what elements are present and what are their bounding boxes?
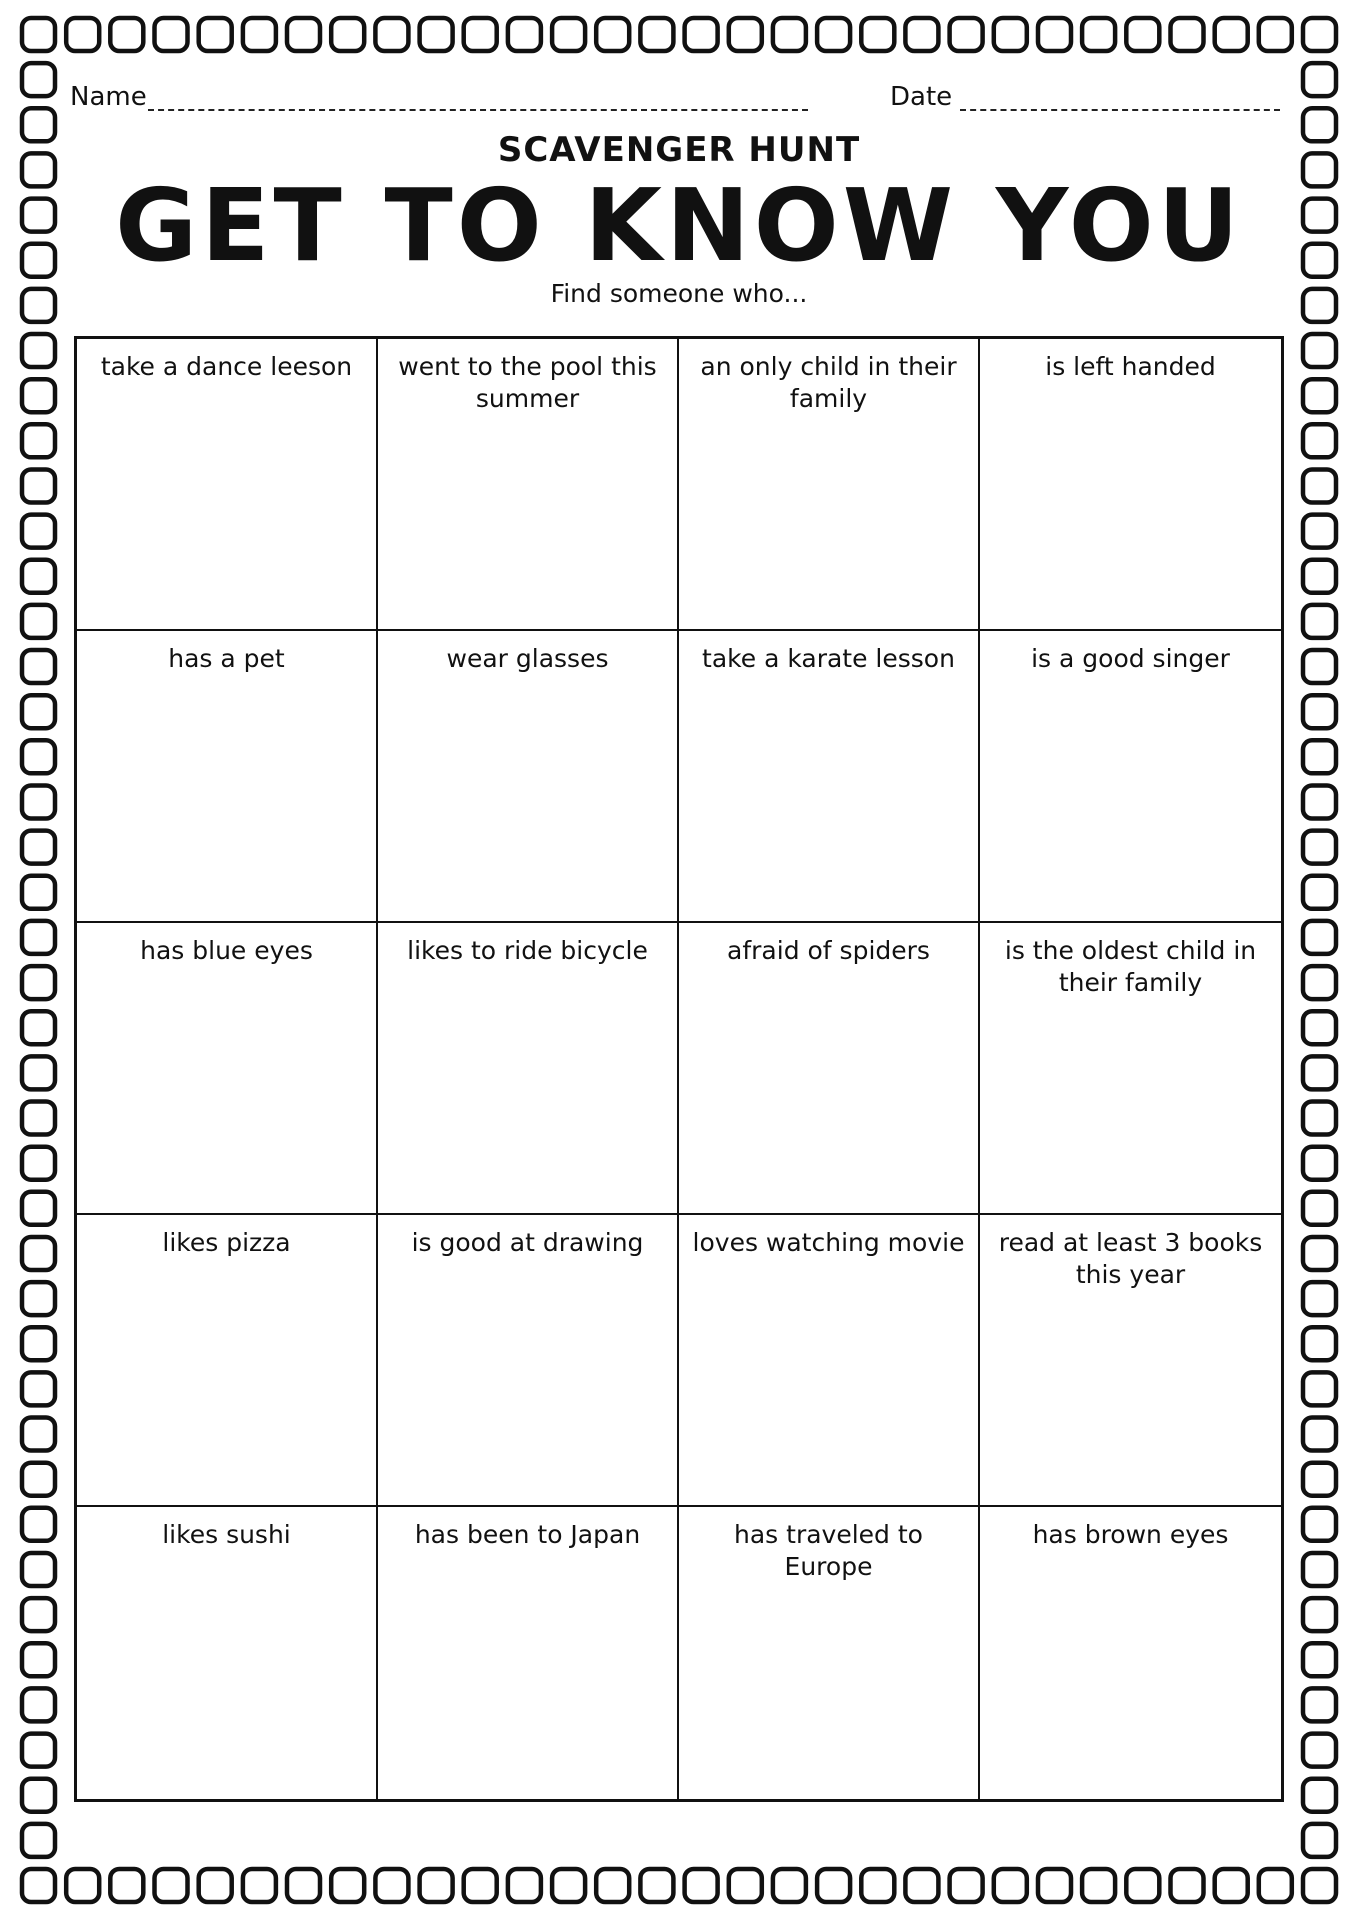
grid-cell[interactable]: loves watching movie	[679, 1215, 980, 1507]
border-square-icon	[22, 63, 55, 96]
border-square-icon	[773, 18, 806, 51]
border-square-icon	[1303, 1508, 1336, 1541]
border-square-icon	[22, 1824, 55, 1857]
border-square-icon	[596, 18, 629, 51]
border-square-icon	[685, 1869, 718, 1902]
grid-cell[interactable]: likes to ride bicycle	[378, 923, 679, 1215]
border-square-icon	[596, 1869, 629, 1902]
border-square-icon	[1303, 831, 1336, 864]
date-label: Date	[890, 82, 953, 112]
border-square-icon	[22, 1508, 55, 1541]
title-kicker: SCAVENGER HUNT	[497, 130, 861, 170]
grid-cell[interactable]: has blue eyes	[77, 923, 378, 1215]
border-square-icon	[1082, 1869, 1115, 1902]
grid-cell[interactable]: is left handed	[980, 339, 1281, 631]
border-square-icon	[22, 1688, 55, 1721]
border-square-icon	[1303, 1553, 1336, 1586]
border-square-icon	[905, 18, 938, 51]
border-square-icon	[22, 1102, 55, 1135]
scavenger-grid	[74, 336, 1284, 1802]
border-square-icon	[1303, 470, 1336, 503]
border-square-icon	[1303, 650, 1336, 683]
border-square-icon	[22, 1372, 55, 1405]
border-square-icon	[22, 831, 55, 864]
border-square-icon	[1303, 1056, 1336, 1089]
border-square-icon	[950, 1869, 983, 1902]
border-square-icon	[22, 1282, 55, 1315]
border-square-icon	[22, 1147, 55, 1180]
border-square-icon	[22, 1192, 55, 1225]
date-field[interactable]	[890, 82, 1290, 116]
border-square-icon	[1303, 695, 1336, 728]
border-square-icon	[1215, 18, 1248, 51]
border-square-icon	[66, 1869, 99, 1902]
border-square-icon	[640, 18, 673, 51]
grid-cell[interactable]: wear glasses	[378, 631, 679, 923]
border-square-icon	[22, 1779, 55, 1812]
border-square-icon	[287, 1869, 320, 1902]
border-square-icon	[905, 1869, 938, 1902]
border-square-icon	[22, 695, 55, 728]
grid-cell[interactable]: take a dance leeson	[77, 339, 378, 631]
grid-cell[interactable]: likes pizza	[77, 1215, 378, 1507]
border-square-icon	[22, 1598, 55, 1631]
border-square-icon	[1303, 63, 1336, 96]
border-square-icon	[331, 18, 364, 51]
border-square-icon	[199, 1869, 232, 1902]
border-square-icon	[155, 18, 188, 51]
border-square-icon	[22, 1327, 55, 1360]
border-square-icon	[1303, 1327, 1336, 1360]
border-square-icon	[861, 18, 894, 51]
border-square-icon	[1038, 1869, 1071, 1902]
grid-cell[interactable]: is good at drawing	[378, 1215, 679, 1507]
border-square-icon	[1215, 1869, 1248, 1902]
grid-cell[interactable]: is the oldest child in their family	[980, 923, 1281, 1215]
border-square-icon	[464, 1869, 497, 1902]
border-square-icon	[640, 1869, 673, 1902]
border-square-icon	[1303, 1418, 1336, 1451]
border-square-icon	[1303, 1869, 1336, 1902]
border-square-icon	[22, 18, 55, 51]
border-square-icon	[773, 1869, 806, 1902]
border-square-icon	[1303, 18, 1336, 51]
border-square-icon	[22, 515, 55, 548]
border-square-icon	[729, 1869, 762, 1902]
border-square-icon	[1126, 18, 1159, 51]
border-square-icon	[1259, 1869, 1292, 1902]
grid-cell[interactable]: went to the pool this summer	[378, 339, 679, 631]
border-square-icon	[1303, 1372, 1336, 1405]
border-square-icon	[375, 1869, 408, 1902]
grid-cell[interactable]: has traveled to Europe	[679, 1507, 980, 1799]
grid-cell[interactable]: read at least 3 books this year	[980, 1215, 1281, 1507]
border-square-icon	[243, 1869, 276, 1902]
name-field[interactable]	[70, 82, 810, 116]
border-square-icon	[22, 1869, 55, 1902]
border-square-icon	[508, 1869, 541, 1902]
border-square-icon	[1303, 560, 1336, 593]
border-square-icon	[22, 1237, 55, 1270]
border-square-icon	[1303, 379, 1336, 412]
border-square-icon	[1303, 1824, 1336, 1857]
border-square-icon	[375, 18, 408, 51]
grid-cell[interactable]: has brown eyes	[1032, 1520, 1229, 1549]
instruction-text: Find someone who...	[550, 279, 808, 308]
border-square-icon	[1303, 1192, 1336, 1225]
border-square-icon	[66, 18, 99, 51]
border-square-icon	[22, 650, 55, 683]
border-square-icon	[1303, 1011, 1336, 1044]
border-square-icon	[1303, 334, 1336, 367]
border-square-icon	[22, 334, 55, 367]
border-square-icon	[1303, 786, 1336, 819]
border-square-icon	[508, 18, 541, 51]
border-square-icon	[22, 740, 55, 773]
grid-cell[interactable]: an only child in their family	[679, 339, 980, 631]
border-square-icon	[22, 1463, 55, 1496]
border-square-icon	[243, 18, 276, 51]
border-square-icon	[1303, 966, 1336, 999]
grid-cell[interactable]: has a pet	[77, 631, 378, 923]
border-square-icon	[1171, 1869, 1204, 1902]
border-square-icon	[22, 560, 55, 593]
border-square-icon	[1126, 1869, 1159, 1902]
border-square-icon	[1303, 605, 1336, 638]
border-square-icon	[1082, 18, 1115, 51]
border-square-icon	[22, 605, 55, 638]
border-square-icon	[22, 1734, 55, 1767]
border-square-icon	[110, 1869, 143, 1902]
grid-cell[interactable]: afraid of spiders	[679, 923, 980, 1215]
grid-cell[interactable]: likes sushi	[77, 1507, 378, 1799]
border-square-icon	[817, 1869, 850, 1902]
border-square-icon	[464, 18, 497, 51]
border-square-icon	[110, 18, 143, 51]
border-square-icon	[1303, 1102, 1336, 1135]
border-square-icon	[1303, 876, 1336, 909]
border-square-icon	[1303, 921, 1336, 954]
name-line[interactable]	[148, 109, 808, 111]
border-square-icon	[1303, 740, 1336, 773]
border-square-icon	[22, 470, 55, 503]
border-square-icon	[22, 1011, 55, 1044]
border-square-icon	[287, 18, 320, 51]
border-square-icon	[199, 18, 232, 51]
page-title: GET TO KNOW YOU	[115, 167, 1243, 284]
grid-cell[interactable]: is a good singer	[980, 631, 1281, 923]
border-square-icon	[994, 1869, 1027, 1902]
border-square-icon	[1303, 1688, 1336, 1721]
border-square-icon	[552, 1869, 585, 1902]
border-square-icon	[22, 1056, 55, 1089]
border-square-icon	[861, 1869, 894, 1902]
border-square-icon	[22, 1553, 55, 1586]
name-label: Name	[70, 82, 147, 112]
border-square-icon	[22, 876, 55, 909]
border-square-icon	[1303, 1779, 1336, 1812]
border-square-icon	[552, 18, 585, 51]
border-square-icon	[1303, 1147, 1336, 1180]
border-square-icon	[994, 18, 1027, 51]
border-square-icon	[420, 1869, 453, 1902]
border-square-icon	[420, 18, 453, 51]
border-square-icon	[1303, 1734, 1336, 1767]
border-square-icon	[1259, 18, 1292, 51]
border-square-icon	[1303, 1463, 1336, 1496]
border-square-icon	[22, 1643, 55, 1676]
border-square-icon	[22, 379, 55, 412]
border-square-icon	[685, 18, 718, 51]
border-square-icon	[22, 966, 55, 999]
border-square-icon	[1171, 18, 1204, 51]
border-square-icon	[22, 424, 55, 457]
border-square-icon	[950, 18, 983, 51]
border-square-icon	[1303, 515, 1336, 548]
border-square-icon	[729, 18, 762, 51]
border-square-icon	[1303, 1643, 1336, 1676]
border-square-icon	[331, 1869, 364, 1902]
border-square-icon	[22, 1418, 55, 1451]
date-line[interactable]	[960, 109, 1280, 111]
grid-cell[interactable]: has been to Japan	[378, 1507, 679, 1799]
border-square-icon	[1038, 18, 1071, 51]
border-square-icon	[1303, 424, 1336, 457]
border-square-icon	[22, 786, 55, 819]
grid-cell[interactable]: take a karate lesson	[679, 631, 980, 923]
border-square-icon	[817, 18, 850, 51]
border-square-icon	[155, 1869, 188, 1902]
border-square-icon	[1303, 1237, 1336, 1270]
border-square-icon	[1303, 1282, 1336, 1315]
border-square-icon	[22, 921, 55, 954]
border-square-icon	[1303, 1598, 1336, 1631]
